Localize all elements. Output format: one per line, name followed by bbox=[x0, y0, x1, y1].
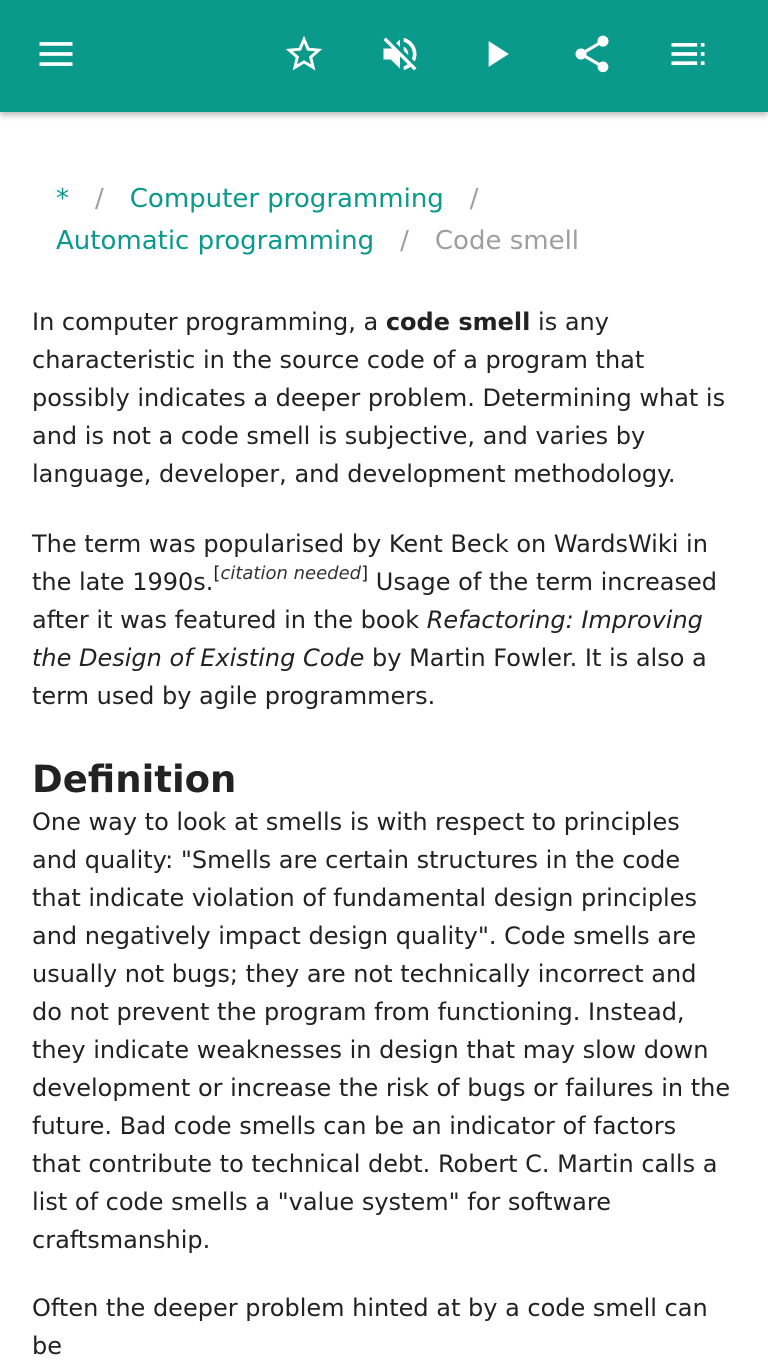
intro-paragraph bbox=[32, 303, 732, 493]
app-toolbar bbox=[0, 0, 768, 112]
next-paragraph: Often the deeper problem hinted at by a code smell can be bbox=[32, 1294, 708, 1360]
breadcrumb-separator: / bbox=[95, 184, 104, 214]
definition-paragraph: One way to look at smells is with respect to principles and quality: "Smells are certain structures in the code that indicate violation of fundamental design principles and negatively impact design quality". Code smells are usually not bugs; they are not technically incorrect and do not prevent the program from functioning. Instead, they indicate weaknesses in design that may slow down development or increase the risk of bugs or failures in the future. Bad code smells can be an indicator of factors that contribute to technical debt. Robert C. Martin calls a list of code smells a "value system" for software craftsmanship. bbox=[32, 808, 731, 1254]
share-button[interactable] bbox=[560, 24, 624, 88]
breadcrumb-link-automatic-programming[interactable]: Automatic programming bbox=[56, 226, 375, 256]
breadcrumb-link-computer-programming[interactable]: Computer programming bbox=[129, 184, 444, 214]
history-text: The term was popularised by Kent Beck on WardsWiki in the late 1990s. bbox=[32, 530, 708, 596]
playlist-icon bbox=[666, 32, 710, 80]
citation-needed-label: citation needed bbox=[220, 563, 362, 584]
mute-button[interactable] bbox=[368, 24, 432, 88]
play-button[interactable] bbox=[464, 24, 528, 88]
article-content bbox=[32, 112, 732, 1365]
history-text-end: by Martin Fowler. It is also a term used by agile programmers. bbox=[32, 644, 707, 710]
breadcrumb-current-page: Code smell bbox=[434, 226, 580, 256]
citation-needed-note[interactable] bbox=[213, 563, 368, 584]
breadcrumb bbox=[56, 178, 732, 262]
breadcrumb-separator: / bbox=[400, 226, 409, 256]
share-icon bbox=[570, 32, 614, 80]
history-paragraph bbox=[32, 525, 732, 715]
section-heading-definition: Definition bbox=[32, 758, 237, 801]
play-icon bbox=[474, 32, 518, 80]
history-text-continued: Usage of the term increased after it was featured in the book bbox=[32, 568, 717, 634]
favorite-button[interactable] bbox=[272, 24, 336, 88]
citation-bracket-open: [ bbox=[213, 563, 221, 584]
menu-icon bbox=[34, 32, 78, 80]
breadcrumb-separator: / bbox=[469, 184, 479, 214]
book-title: Refactoring: Improving the Design of Existing Code bbox=[32, 606, 703, 672]
menu-button[interactable] bbox=[24, 24, 88, 88]
volume-off-icon bbox=[378, 32, 422, 80]
intro-text: In computer programming, a bbox=[32, 308, 386, 336]
breadcrumb-home-link[interactable]: * bbox=[56, 184, 69, 214]
term-code-smell: code smell bbox=[385, 308, 531, 336]
citation-bracket-close: ] bbox=[361, 563, 369, 584]
intro-text-continued: is any characteristic in the source code of a program that possibly indicates a deeper problem. Determining what is and is not a code smell is subjective, and varies by language, developer, and development methodology. bbox=[32, 308, 726, 488]
star-outline-icon bbox=[282, 32, 326, 80]
playlist-button[interactable] bbox=[656, 24, 720, 88]
